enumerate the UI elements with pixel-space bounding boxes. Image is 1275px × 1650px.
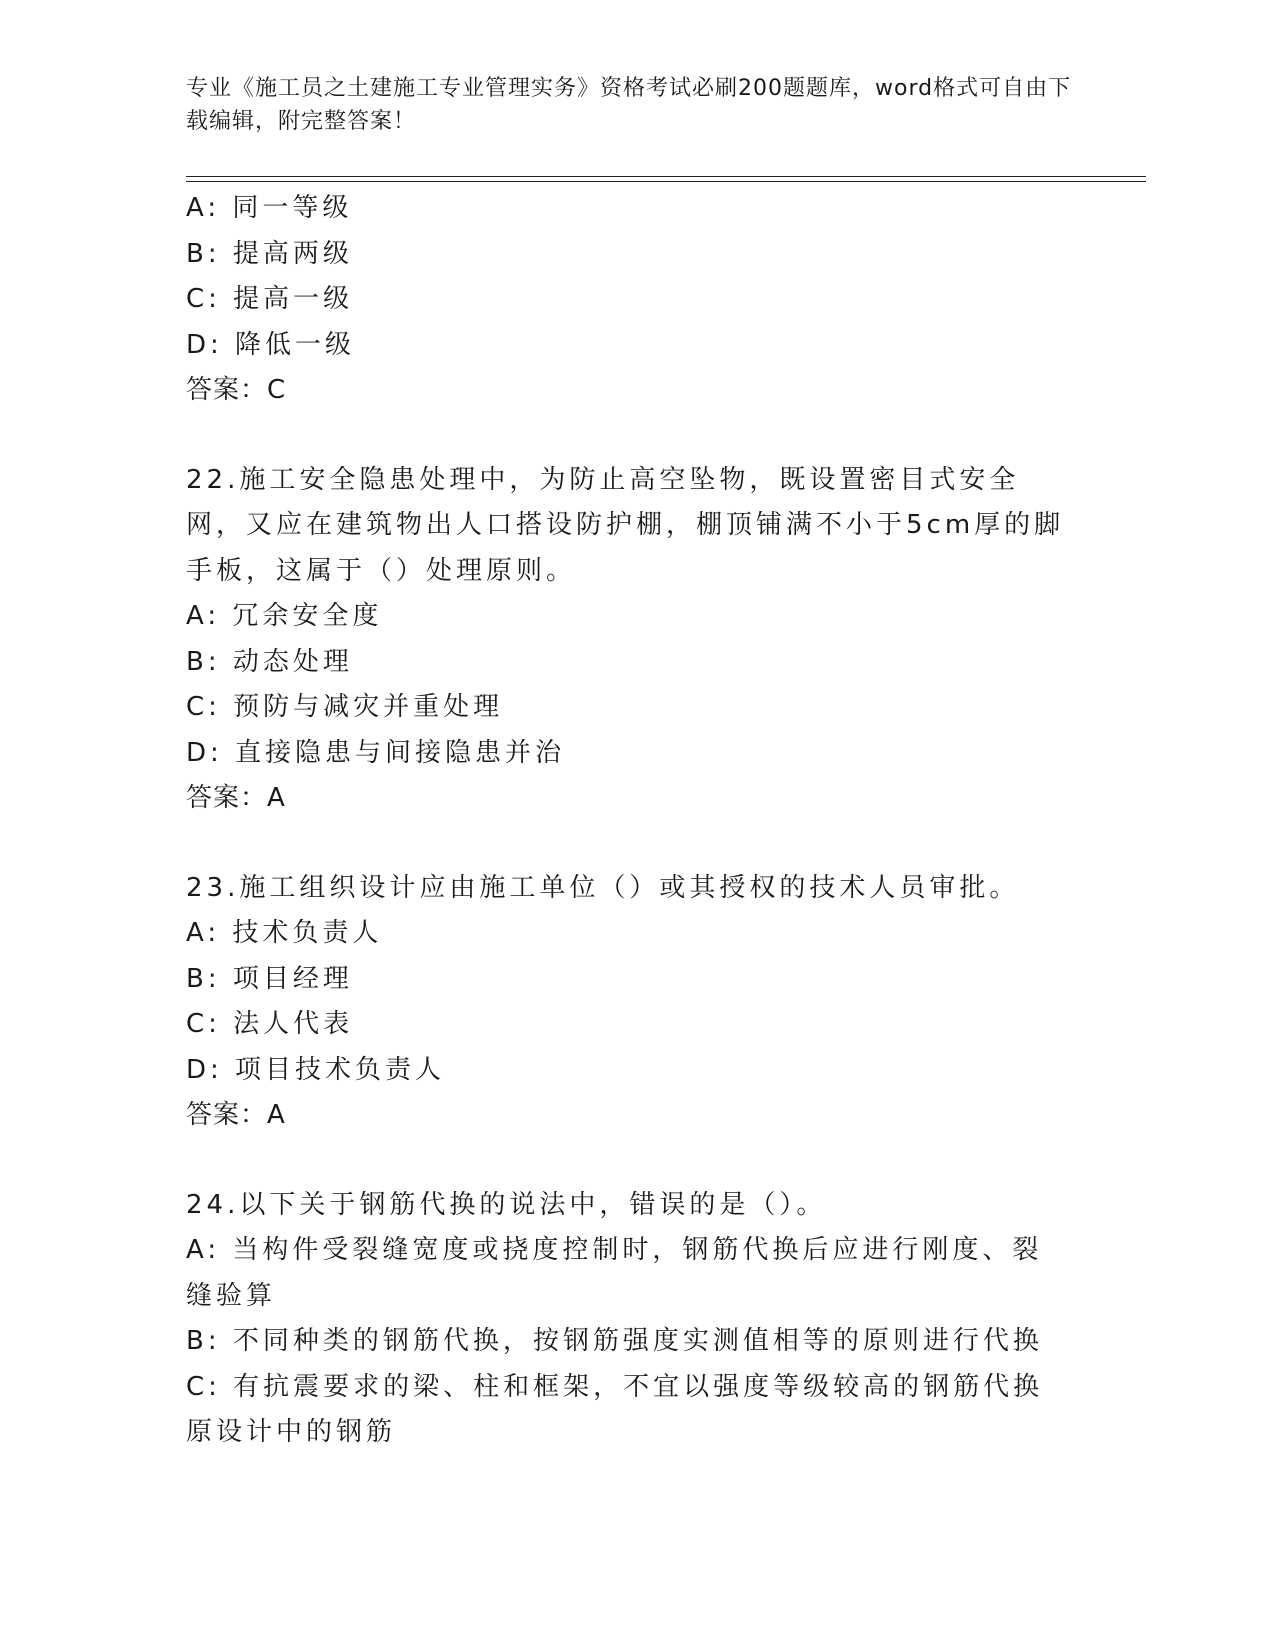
option-c: C: 法人代表 [186,1009,354,1039]
answer: 答案：A [186,1100,286,1130]
option-b: B: 项目经理 [186,963,353,994]
question-stem: 24.以下关于钢筋代换的说法中，错误的是（）。 [186,1189,827,1220]
question-stem: 22.施工安全隐患处理中，为防止高空坠物，既设置密目式安全网，又应在建筑物出人口搭设防护棚，棚顶铺满不小于5cm厚的脚手板，这属于（）处理原则。 [186,464,1065,586]
option-d: D: 降低一级 [186,329,356,360]
page-header: 专业《施工员之土建施工专业管理实务》资格考试必刷200题题库，word格式可自由下载编辑，附完整答案！ [186,76,1072,134]
option-c: C: 提高一级 [186,284,354,314]
question-stem: 23.施工组织设计应由施工单位（）或其授权的技术人员审批。 [186,872,1020,903]
answer: 答案：C [186,375,287,405]
spacer [186,822,1076,866]
option-b: B: 动态处理 [186,646,353,677]
spacer [186,414,1076,458]
spacer [186,1139,1076,1183]
option-a: A: 冗余安全度 [186,601,383,631]
option-a: A: 技术负责人 [186,918,383,948]
option-c: C: 有抗震要求的梁、柱和框架，不宜以强度等级较高的钢筋代换原设计中的钢筋 [186,1371,1044,1447]
question-23 [186,866,1076,1139]
question-21 [186,186,1076,414]
option-d: D: 项目技术负责人 [186,1054,446,1085]
option-b: B: 提高两级 [186,238,353,269]
answer: 答案：A [186,783,286,813]
option-b: B: 不同种类的钢筋代换，按钢筋强度实测值相等的原则进行代换 [186,1326,1043,1356]
option-a: A: 当构件受裂缝宽度或挠度控制时，钢筋代换后应进行刚度、裂缝验算 [186,1235,1043,1311]
option-d: D: 直接隐患与间接隐患并治 [186,737,566,768]
header-rule-bottom [186,181,1146,182]
header-rule-top [186,176,1146,177]
option-c: C: 预防与减灾并重处理 [186,692,504,722]
question-list [186,186,1076,1456]
option-a: A: 同一等级 [186,193,353,223]
question-24 [186,1183,1076,1456]
question-22 [186,458,1076,822]
